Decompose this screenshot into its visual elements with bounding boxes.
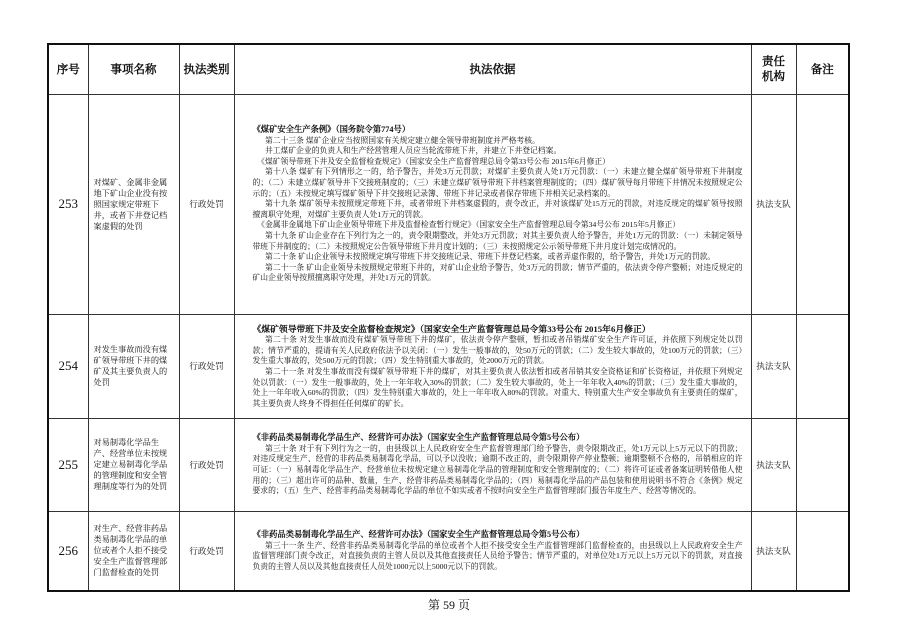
legal-basis-cell (234, 418, 751, 511)
table-row (48, 94, 849, 314)
row-index-cell: 256 (48, 511, 88, 591)
basis-article: 井工煤矿企业的负责人和生产经营管理人员应当轮流带班下井，并建立下井登记档案。 (264, 146, 562, 156)
table-header-row (48, 44, 849, 94)
agency-cell: 执法支队 (751, 511, 796, 591)
row-index-cell: 253 (48, 94, 88, 314)
item-name-cell: 对生产、经营非药品类易制毒化学品的单位或者个人拒不接受安全生产监督管理部门监督检查的处罚 (88, 511, 179, 591)
header-legal-basis: 执法依据 (234, 44, 751, 94)
category-cell: 行政处罚 (179, 511, 234, 591)
basis-law-source: 《金属非金属地下矿山企业领导带班下井及监督检查暂行规定》（国家安全生产监督管理总局令第34号公布 2015年5月修正） (257, 220, 681, 230)
category-cell: 行政处罚 (179, 314, 234, 418)
legal-basis-cell (234, 511, 751, 591)
row-index-cell: 254 (48, 314, 88, 418)
basis-article: 第十九条 煤矿领导未按照规定带班下井，或者带班下井档案虚假的，责令改正，并对该煤矿处15万元的罚款，对违反规定的煤矿领导按照擅离职守处理，对煤矿主要负责人处1万元的罚款。 (252, 199, 743, 219)
item-name-cell: 对发生事故而没有煤矿领导带班下井的煤矿及其主要负责人的处罚 (88, 314, 179, 418)
table-row (48, 511, 849, 591)
basis-article: 第二十一条 矿山企业领导未按照规定带班下井的，对矿山企业给予警告，处3万元的罚款；情节严重的，依法责令停产整顿；对违反规定的矿山企业领导按照擅离职守处理，并处1万元的罚款。 (252, 262, 743, 283)
basis-law-title: 《煤矿安全生产条例》（国务院令第774号） (252, 125, 411, 135)
basis-article: 第十九条 矿山企业存在下列行为之一的，责令限期整改，并处3万元罚款；对其主要负责人给予警告，并处1万元的罚款：（一）未制定领导带班下井制度的；（二）未按照规定公告领导带班下井月度计划的；（三）未按照规定公示领导带班下井月度计划完成情况的。 (252, 230, 743, 251)
basis-article: 第三十一条 生产、经营非药品类易制毒化学品的单位或者个人拒不接受安全生产监督管理部门监督检查的，由县级以上人民政府安全生产监督管理部门责令改正，对直接负责的主管人员以及其他直接责任人员给予警告；情节严重的，对单位处1万元以上5万元以下的罚款，对直接负责的主管人员以及其他直接责任人员处1000元以上5000元以下的罚款。 (252, 540, 743, 571)
table-row (48, 418, 849, 511)
category-cell: 行政处罚 (179, 94, 234, 314)
basis-law-title: 《煤矿领导带班下井及安全监督检查规定》（国家安全生产监督管理总局令第33号公布 2015年6月修正） (252, 323, 651, 334)
remark-cell (796, 511, 849, 591)
table-row (48, 314, 849, 418)
item-name-cell: 对煤矿、金属非金属地下矿山企业没有按照国家规定带班下井，或者下井登记档案虚假的处罚 (88, 94, 179, 314)
header-index: 序号 (48, 44, 88, 94)
basis-law-title: 《非药品类易制毒化学品生产、经营许可办法》（国家安全生产监督管理总局令第5号公布） (252, 530, 585, 540)
basis-article: 第二十条 对发生事故而没有煤矿领导带班下井的煤矿，依法责令停产整顿，暂扣或者吊销煤矿安全生产许可证，并依照下列规定处以罚款；情节严重的，提请有关人民政府依法予以关闭：（一）发生一般事故的，处50万元的罚款；（二）发生较大事故的，处100万元的罚款；（三）发生重大事故的，处500万元的罚款；（四）发生特别重大事故的，处2000万元的罚款。 (252, 335, 743, 366)
header-category: 执法类别 (179, 44, 234, 94)
remark-cell (796, 314, 849, 418)
basis-article: 第二十一条 对发生事故而没有煤矿领导带班下井的煤矿，对其主要负责人依法暂扣或者吊销其安全资格证和矿长资格证，并依照下列规定处以罚款：（一）发生一般事故的，处上一年年收入30%的罚款；（二）发生较大事故的，处上一年年收入40%的罚款；（三）发生重大事故的，处上一年年收入60%的罚款；（四）发生特别重大事故的，处上一年年收入80%的罚款。对重大、特别重大生产安全事故负有主要责任的煤矿，其主要负责人终身不得担任任何煤矿的矿长。 (252, 366, 743, 408)
basis-article: 第十八条 煤矿有下列情形之一的，给予警告，并处3万元罚款；对煤矿主要负责人处1万元罚款：（一）未建立健全煤矿领导带班下井制度的；（二）未建立煤矿领导井下交接班制度的；（三）未建立煤矿领导带班下井档案管理制度的；（四）煤矿领导每月带班下井情况未按照规定公示的；（五）未按规定填写煤矿领导下井交接班记录簿、带班下井记录或者保存带班下井相关记录档案的。 (252, 167, 743, 198)
remark-cell (796, 418, 849, 511)
legal-basis-cell (234, 314, 751, 418)
basis-law-title: 《非药品类易制毒化学品生产、经营许可办法》（国家安全生产监督管理总局令第5号公布） (252, 433, 585, 443)
header-item-name: 事项名称 (88, 44, 179, 94)
basis-law-source: 《煤矿领导带班下井及安全监督检查规定》（国家安全生产监督管理总局令第33号公布 2015年6月修正） (257, 156, 610, 166)
item-name-cell: 对易制毒化学品生产、经营单位未按规定建立易制毒化学品的管理制度和安全管理制度等行为的处罚 (88, 418, 179, 511)
legal-basis-cell (234, 94, 751, 314)
basis-article: 第三十条 对于有下列行为之一的，由县级以上人民政府安全生产监督管理部门给予警告，责令限期改正，处1万元以上5万元以下的罚款；对违反规定生产、经营的非药品类易制毒化学品，可以予以没收；逾期不改正的，责令限期停产停业整顿；逾期整顿不合格的，吊销相应的许可证：（一）易制毒化学品生产、经营单位未按规定建立易制毒化学品的管理制度和安全管理制度的；（二）将许可证或者备案证明转借他人使用的；（三）超出许可的品种、数量，生产、经营非药品类易制毒化学品的；（四）易制毒化学品的产品包装和使用说明书不符合《条例》规定要求的；（五）生产、经营非药品类易制毒化学品的单位不如实或者不按时向安全生产监督管理部门报告年度生产、经营等情况的。 (252, 443, 743, 496)
header-agency (751, 44, 796, 94)
header-agency-label: 责任机构 (761, 54, 785, 84)
basis-article: 第二十三条 煤矿企业应当按照国家有关规定建立健全领导带班制度并严格考核。 (264, 135, 540, 145)
enforcement-items-table (47, 43, 850, 592)
page-number: 第 59 页 (427, 598, 470, 612)
basis-article: 第二十条 矿山企业领导未按照规定填写带班下井交接班记录、带班下井登记档案，或者弄虚作假的，给予警告，并处1万元的罚款。 (264, 252, 716, 262)
remark-cell (796, 94, 849, 314)
category-cell: 行政处罚 (179, 418, 234, 511)
header-remark: 备注 (796, 44, 849, 94)
agency-cell: 执法支队 (751, 418, 796, 511)
row-index-cell: 255 (48, 418, 88, 511)
agency-cell: 执法支队 (751, 94, 796, 314)
agency-cell: 执法支队 (751, 314, 796, 418)
